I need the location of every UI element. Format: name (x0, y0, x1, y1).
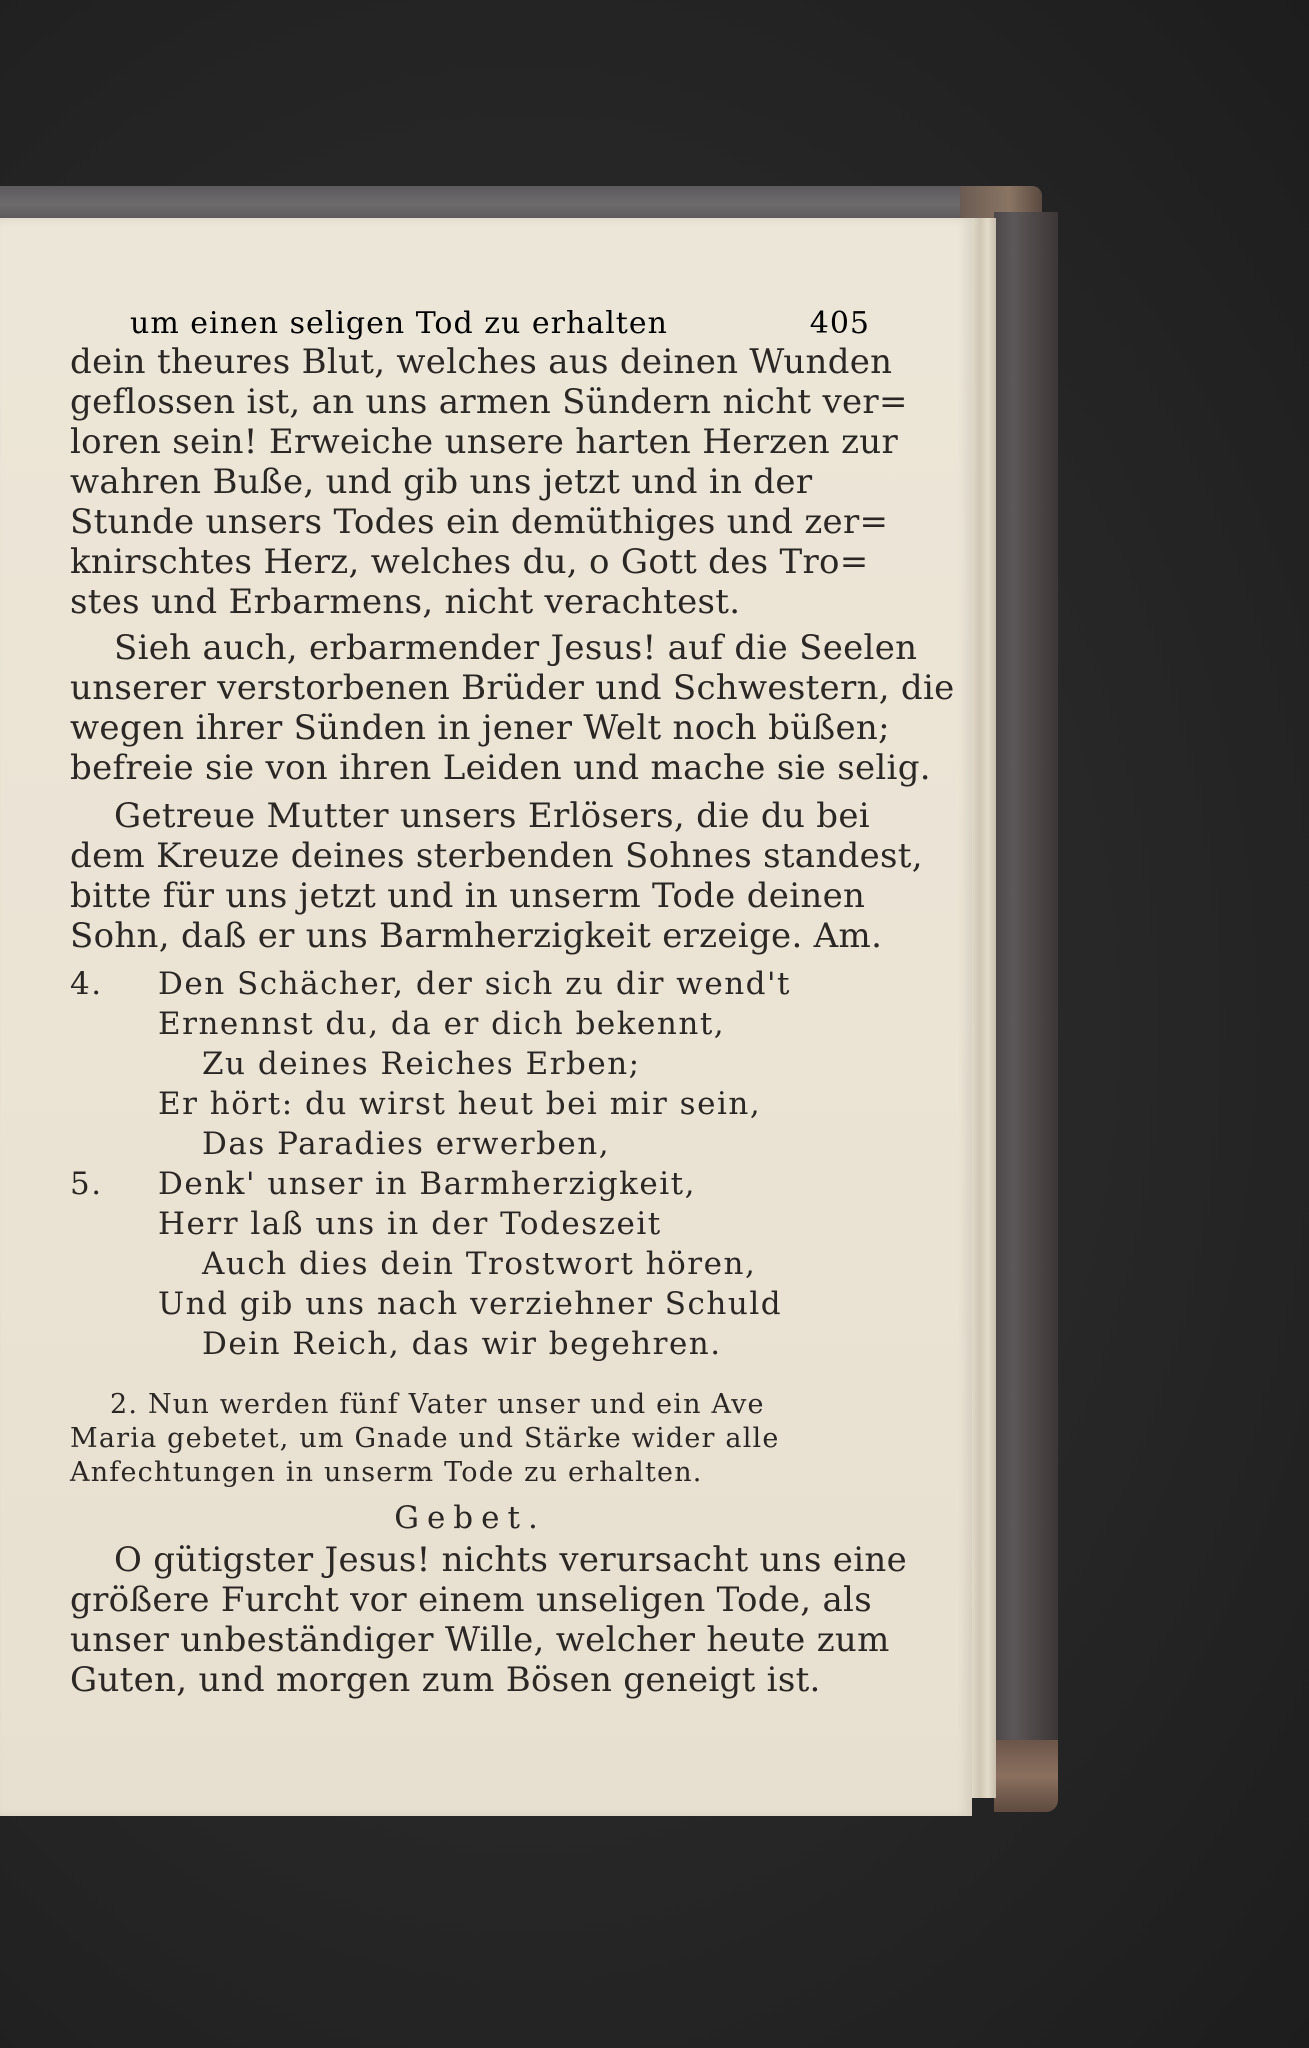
instruction-line: Maria gebetet, um Gnade und Stärke wider alle (70, 1423, 780, 1454)
body-line: dein theures Blut, welches aus deinen Wunden (70, 342, 893, 382)
body-line: Guten, und morgen zum Bösen geneigt ist. (70, 1660, 821, 1700)
body-line: stes und Erbarmens, nicht verachtest. (70, 582, 741, 622)
verse-line: Das Paradies erwerben, (202, 1126, 611, 1162)
verse-line: Denk' unser in Barmherzigkeit, (158, 1166, 696, 1202)
body-line: Stunde unsers Todes ein demüthiges und zer= (70, 502, 889, 542)
body-line: befreie sie von ihren Leiden und mache sie selig. (70, 748, 931, 788)
body-line: größere Furcht vor einem unseligen Tode, als (70, 1580, 872, 1620)
verse-line: Ernennst du, da er dich bekennt, (158, 1006, 726, 1042)
body-line: bitte für uns jetzt und in unserm Tode deinen (70, 876, 866, 916)
body-line: Sieh auch, erbarmender Jesus! auf die Seelen (114, 628, 918, 668)
verse-number: 4. (70, 966, 103, 1002)
verse-line: Und gib uns nach verziehner Schuld (158, 1286, 783, 1322)
running-title: um einen seligen Tod zu erhalten (130, 306, 668, 341)
body-line: O gütigster Jesus! nichts verursacht uns eine (114, 1540, 908, 1580)
verse-line: Dein Reich, das wir begehren. (202, 1326, 722, 1362)
body-line: unserer verstorbenen Brüder und Schwestern, die (70, 668, 955, 708)
instruction-line: 2. Nun werden fünf Vater unser und ein Ave (110, 1389, 765, 1420)
body-line: knirschtes Herz, welches du, o Gott des Tro= (70, 542, 869, 582)
verse-number: 5. (70, 1166, 103, 1202)
body-line: wahren Buße, und gib uns jetzt und in der (70, 462, 813, 502)
book-spine-edge (994, 212, 1058, 1812)
page-number: 405 (809, 306, 870, 341)
verse-line: Herr laß uns in der Todeszeit (158, 1206, 662, 1242)
body-line: wegen ihrer Sünden in jener Welt noch büßen; (70, 708, 890, 748)
body-line: Getreue Mutter unsers Erlösers, die du bei (114, 796, 870, 836)
body-line: loren sein! Erweiche unsere harten Herzen zur (70, 422, 899, 462)
verse-line: Den Schächer, der sich zu dir wend't (158, 966, 791, 1002)
book-cover-bottom-corner (994, 1740, 1058, 1812)
body-line: geflossen ist, an uns armen Sündern nicht ver= (70, 382, 908, 422)
body-line: Sohn, daß er uns Barmherzigkeit erzeige. Am. (70, 916, 883, 956)
verse-line: Zu deines Reiches Erben; (202, 1046, 641, 1082)
book-page (0, 218, 972, 1816)
prayer-heading: Gebet. (394, 1500, 546, 1536)
body-line: unser unbeständiger Wille, welcher heute zum (70, 1620, 890, 1660)
verse-line: Auch dies dein Trostwort hören, (202, 1246, 757, 1282)
verse-line: Er hört: du wirst heut bei mir sein, (158, 1086, 762, 1122)
body-line: dem Kreuze deines sterbenden Sohnes standest, (70, 836, 923, 876)
instruction-line: Anfechtungen in unserm Tode zu erhalten. (70, 1457, 703, 1488)
